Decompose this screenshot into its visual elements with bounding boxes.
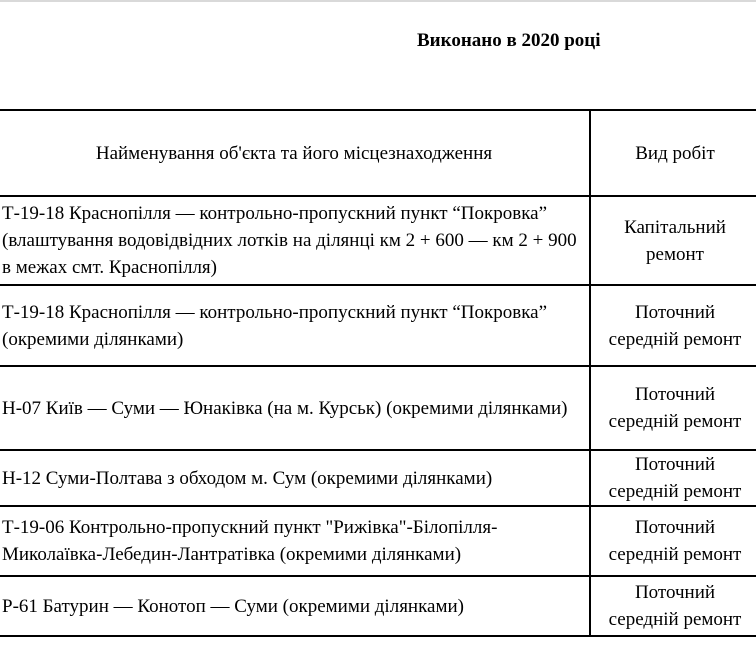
table-row — [0, 506, 756, 576]
work-type-cell — [590, 196, 756, 285]
work-type-line: середній ремонт — [608, 544, 742, 565]
works-table — [0, 109, 756, 637]
work-type-line: Поточний — [634, 517, 716, 538]
work-type-line: середній ремонт — [608, 328, 742, 350]
object-cell: Т-19-18 Краснопілля — контрольно-пропускний пункт “Покровка” (влаштування водовідвідних лотків на ділянці км 2 + 600 — км 2 + 900 в межах смт. Краснопілля) — [0, 196, 590, 285]
object-cell: Т-19-06 Контрольно-пропускний пункт "Рижівка"-Білопілля-Миколаївка-Лебедин-Лантратівка (окремими ділянками) — [0, 506, 590, 576]
work-type-line: ремонт — [646, 243, 704, 265]
object-cell: Н-07 Київ — Суми — Юнаківка (на м. Курськ) (окремими ділянками) — [0, 366, 590, 450]
work-type-line: середній ремонт — [608, 609, 742, 630]
table-row — [0, 196, 756, 285]
table-row — [0, 285, 756, 366]
work-type-line: середній ремонт — [608, 411, 742, 432]
work-type-line: Поточний — [634, 582, 716, 603]
table-row — [0, 450, 756, 506]
header-object-name: Найменування об'єкта та його місцезнаходження — [0, 110, 590, 196]
object-cell: Н-12 Суми-Полтава з обходом м. Сум (окремими ділянками) — [0, 450, 590, 506]
table-row — [0, 576, 756, 636]
work-type-cell — [590, 506, 756, 576]
object-cell: Т-19-18 Краснопілля — контрольно-пропускний пункт “Покровка” (окремими ділянками) — [0, 285, 590, 366]
work-type-line: Капітальний — [624, 216, 726, 238]
table-header-row — [0, 110, 756, 196]
work-type-cell — [590, 366, 756, 450]
work-type-line: Поточний — [634, 301, 716, 323]
work-type-line: Поточний — [634, 384, 716, 405]
work-type-cell — [590, 285, 756, 366]
table-row — [0, 366, 756, 450]
work-type-line: Поточний — [634, 454, 716, 475]
work-type-line: середній ремонт — [608, 481, 742, 502]
document-heading: Виконано в 2020 році — [417, 30, 601, 51]
work-type-cell — [590, 450, 756, 506]
work-type-cell — [590, 576, 756, 636]
object-cell: Р-61 Батурин — Конотоп — Суми (окремими ділянками) — [0, 576, 590, 636]
top-divider — [0, 0, 756, 2]
header-work-type: Вид робіт — [590, 110, 756, 196]
